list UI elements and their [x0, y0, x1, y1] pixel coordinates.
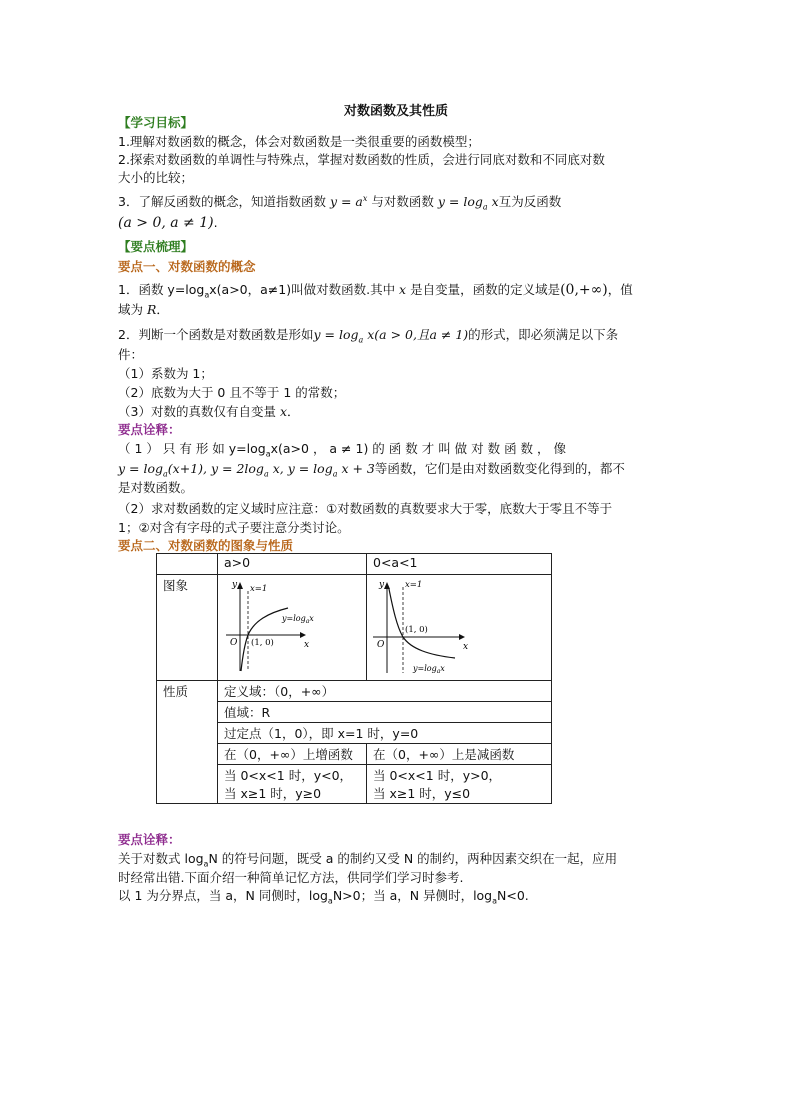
header-a-between: 0<a<1	[367, 554, 552, 575]
goal-3-cont: (a > 0, a ≠ 1).	[118, 215, 218, 231]
goal-1: 1.理解对数函数的概念，体会对数函数是一类很重要的函数模型；	[118, 134, 480, 149]
concept-2-cont: 件：	[118, 347, 144, 362]
note-1-line-1: （ 1 ） 只 有 形 如 $y=\log_ax(a>0$ ， a ≠ 1) 的 函 数 才 叫 做 对 数 函 数 ， 像	[118, 441, 567, 459]
y-axis-arrow-icon	[237, 582, 243, 589]
x-axis-arrow-icon	[300, 632, 306, 638]
goals-heading: 【学习目标】	[118, 115, 194, 130]
condition-2: （2）底数为大于 0 且不等于 1 的常数；	[118, 385, 346, 400]
condition-3: （3）对数的真数仅有自变量 x．	[118, 404, 300, 419]
note-2-heading: 要点诠释：	[118, 832, 181, 847]
prop-increasing: 在（0，+∞）上增函数	[218, 744, 367, 765]
concept-1-cont: 域为 R．	[118, 302, 169, 317]
note-2-line-1: 关于对数式 $\log_aN$ 的符号问题，既受 a 的制约又受 N 的制约，两种因素交织在一起，应用	[118, 851, 618, 869]
x-axis-arrow-icon	[459, 634, 465, 640]
prop-decreasing: 在（0，+∞）上是减函数	[367, 744, 552, 765]
svg-text:y=logax: $y=\log_ax$	[282, 614, 314, 625]
svg-text:x=1: x=1	[405, 580, 423, 590]
prop-sign-increasing: 当 0<x<1 时，y<0， 当 x≥1 时，y≥0	[218, 765, 367, 804]
svg-text:(1, 0): (1, 0)	[405, 625, 428, 635]
graph-increasing	[218, 575, 366, 677]
svg-text:x=1: x=1	[250, 584, 268, 594]
log-curve-decreasing	[389, 589, 455, 658]
header-a-gt-0: a>0	[218, 554, 367, 575]
svg-text:x: x	[463, 642, 469, 652]
note-2-line-3: 以 1 为分界点，当 a，N 同侧时，$\log_aN>0$；当 a，N 异侧时，$\log_aN<0$.	[118, 888, 529, 906]
table-corner	[157, 554, 218, 575]
graph-decreasing	[367, 575, 551, 677]
concept-1: 1．函数 $y=\log_ax(a>0$，a≠1)叫做对数函数.其中 x 是自变量，函数的定义域是(0,+∞)，值	[118, 282, 633, 300]
svg-text:y: y	[232, 580, 238, 590]
prop-fixed-point: 过定点（1，0），即 x=1 时，y=0	[218, 723, 552, 744]
properties-table	[156, 553, 552, 804]
section-2-heading: 要点二、对数函数的图象与性质	[118, 538, 294, 553]
note-1-line-5: 1；②对含有字母的式子要注意分类讨论。	[118, 520, 350, 535]
prop-range: 值域：R	[218, 702, 552, 723]
graph-label: 图象	[157, 575, 218, 681]
note-1-line-4: （2）求对数函数的定义域时应注意：①对数函数的真数要求大于零，底数大于零且不等于	[118, 501, 613, 516]
svg-text:(1, 0): (1, 0)	[251, 638, 274, 648]
svg-text:x: x	[304, 640, 310, 650]
svg-text:O: O	[377, 640, 385, 650]
note-1-line-3: 是对数函数。	[118, 480, 194, 495]
y-axis-arrow-icon	[384, 582, 390, 589]
goal-3: 3．了解反函数的概念，知道指数函数 $y = a^x$ 与对数函数 $y = \log_a x$互为反函数	[118, 194, 562, 212]
concept-2: 2．判断一个函数是对数函数是形如$y = \log_a x(a > 0$,且a ≠ 1)的形式，即必须满足以下条	[118, 327, 619, 345]
note-1-line-2: $y = \log_a(x+1)$, $y = 2\log_a$ x, $y = \log_a x + 3$等函数，它们是由对数函数变化得到的，都不	[118, 461, 625, 479]
props-label: 性质	[157, 681, 218, 804]
prop-sign-decreasing: 当 0<x<1 时，y>0， 当 x≥1 时，y≤0	[367, 765, 552, 804]
page-title: 对数函数及其性质	[343, 104, 448, 119]
svg-text:y: y	[379, 580, 385, 590]
goal-2-cont: 大小的比较；	[118, 170, 194, 185]
prop-domain: 定义域：（0，+∞）	[218, 681, 552, 702]
graph-decreasing-cell	[367, 575, 552, 681]
note-1-heading: 要点诠释：	[118, 422, 181, 437]
graph-increasing-cell	[218, 575, 367, 681]
svg-text:O: O	[230, 638, 238, 648]
note-2-line-2: 时经常出错.下面介绍一种简单记忆方法，供同学们学习时参考.	[118, 870, 464, 885]
summary-heading: 【要点梳理】	[118, 239, 194, 254]
svg-text:y=logax: $y=\log_ax$	[413, 664, 445, 675]
goal-2: 2.探索对数函数的单调性与特殊点，掌握对数函数的性质，会进行同底对数和不同底对数	[118, 152, 605, 167]
condition-1: （1）系数为 1；	[118, 366, 213, 381]
section-1-heading: 要点一、对数函数的概念	[118, 259, 256, 274]
